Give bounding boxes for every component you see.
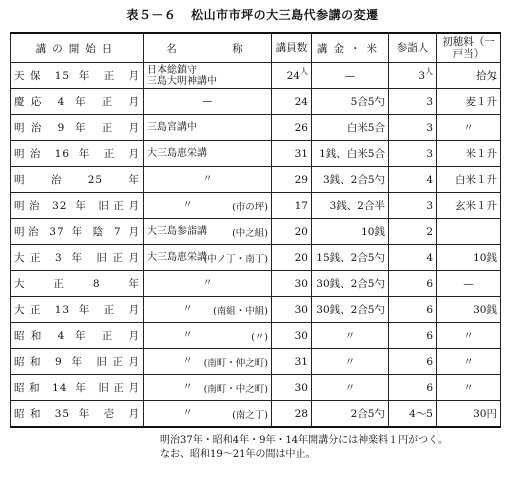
cell-first-fruit: 30円 <box>437 401 501 428</box>
cell-name-text: 大三島恵栄講 <box>147 148 207 159</box>
pilgrims-value: 6 <box>426 303 433 316</box>
cell-name <box>144 297 272 323</box>
pilgrims-value: 3 <box>426 147 433 160</box>
cell-pilgrims <box>389 375 437 401</box>
cell-fee: 15銭、2合5勺 <box>312 245 389 271</box>
cell-members <box>272 245 312 271</box>
cell-name-subgroup: (中之組) <box>232 227 268 239</box>
cell-members <box>272 349 312 375</box>
members-value: 30 <box>294 381 308 394</box>
cell-members <box>272 401 312 428</box>
cell-pilgrims <box>389 323 437 349</box>
cell-members <box>272 297 312 323</box>
members-value: 24 <box>286 69 300 82</box>
members-value: 24 <box>294 95 308 108</box>
col-header-pilgrims: 参詣人 <box>389 33 437 63</box>
cell-pilgrims <box>389 63 437 89</box>
pilgrims-value: 4 <box>426 251 433 264</box>
cell-name <box>144 245 272 271</box>
members-value: 30 <box>294 303 308 316</box>
members-value: 31 <box>294 147 308 160</box>
cell-name-text: 三島宮講中 <box>147 122 197 133</box>
cell-start-date: 昭和 4 年 正 月 <box>11 323 144 349</box>
members-value: 29 <box>294 173 308 186</box>
table-row <box>11 219 501 245</box>
cell-name-text: 〃 <box>182 330 193 341</box>
pilgrims-value: 6 <box>426 277 433 290</box>
table-row <box>11 271 501 297</box>
pilgrims-value: 2 <box>426 225 433 238</box>
cell-name <box>144 141 272 167</box>
cell-name-text: 〃 <box>182 356 193 367</box>
pilgrims-value: 3 <box>418 69 425 82</box>
col-header-members: 講員数 <box>272 33 312 63</box>
cell-pilgrims <box>389 349 437 375</box>
cell-name-text: 大三島参詣講 <box>147 226 207 237</box>
cell-start-date: 明治 32 年 旧正月 <box>11 193 144 219</box>
cell-name-subgroup: (南之丁) <box>232 409 268 421</box>
cell-first-fruit: 〃 <box>437 349 501 375</box>
table-row <box>11 141 501 167</box>
cell-start-date: 昭和 9 年 旧正月 <box>11 349 144 375</box>
col-header-name: 名 称 <box>144 33 272 63</box>
cell-first-fruit: 麦１升 <box>437 89 501 115</box>
pilgrims-value: 6 <box>426 381 433 394</box>
cell-name-subgroup: (南町・中之町) <box>203 383 268 395</box>
cell-fee: 白米5合 <box>312 115 389 141</box>
cell-name-subgroup: (南町・仲之町) <box>203 357 268 369</box>
cell-pilgrims <box>389 245 437 271</box>
note-line: 明治37年・昭和4年・9年・14年開講分には神楽料１円がつく。 <box>160 435 448 446</box>
table-row <box>11 89 501 115</box>
note-line: なお、昭和19～21年の間は中止。 <box>160 449 316 460</box>
cell-fee: 10銭 <box>312 219 389 245</box>
cell-pilgrims <box>389 167 437 193</box>
cell-start-date: 大正 3 年 旧正月 <box>11 245 144 271</box>
table-row <box>11 297 501 323</box>
cell-name-text: 〃 <box>202 278 213 289</box>
table-title-text: 松山市市坪の大三島代参講の変遷 <box>191 8 379 22</box>
table-number: 表５－６ <box>126 8 177 22</box>
cell-name <box>144 219 272 245</box>
cell-name-text: 大三島恵栄講 <box>147 252 207 263</box>
cell-name-text: — <box>202 96 213 107</box>
pilgrims-unit: 人 <box>425 66 433 76</box>
table-row <box>11 349 501 375</box>
cell-fee: 2合5勺 <box>312 401 389 428</box>
cell-start-date: 慶応 4 年 正 月 <box>11 89 144 115</box>
cell-members <box>272 271 312 297</box>
cell-start-date: 明治 37 年 陰 7 月 <box>11 219 144 245</box>
cell-first-fruit: 玄米１升 <box>437 193 501 219</box>
members-value: 30 <box>294 329 308 342</box>
cell-fee: 3銭、2合5勺 <box>312 167 389 193</box>
cell-pilgrims <box>389 271 437 297</box>
table-row <box>11 115 501 141</box>
cell-first-fruit: 〃 <box>437 323 501 349</box>
cell-name-subgroup: (〃) <box>251 331 268 343</box>
cell-members <box>272 219 312 245</box>
col-header-date: 講の開始日 <box>11 33 144 63</box>
pilgrims-value: 6 <box>426 355 433 368</box>
cell-name-subgroup: (中ノ丁・南丁) <box>203 253 268 265</box>
cell-first-fruit: 拾匁 <box>437 63 501 89</box>
pilgrims-value: 3 <box>426 199 433 212</box>
members-value: 17 <box>294 199 308 212</box>
cell-members <box>272 115 312 141</box>
cell-first-fruit: 〃 <box>437 115 501 141</box>
cell-fee: 〃 <box>312 349 389 375</box>
members-value: 20 <box>294 251 308 264</box>
cell-first-fruit: 〃 <box>437 375 501 401</box>
table-notes <box>160 434 448 462</box>
cell-fee: 3銭、2合半 <box>312 193 389 219</box>
cell-pilgrims <box>389 89 437 115</box>
cell-members <box>272 141 312 167</box>
cell-fee: 30銭、2合5勺 <box>312 271 389 297</box>
cell-name <box>144 89 272 115</box>
cell-start-date: 大 正 8 年 <box>11 271 144 297</box>
cell-start-date: 明治 9 年 正 月 <box>11 115 144 141</box>
table-row <box>11 193 501 219</box>
cell-name-text: 〃 <box>182 382 193 393</box>
cell-name <box>144 401 272 428</box>
cell-name-text: 日本総鎮守 三島大明神講中 <box>147 64 217 87</box>
cell-pilgrims <box>389 401 437 428</box>
pilgrims-value: 4～5 <box>409 408 433 420</box>
cell-pilgrims <box>389 297 437 323</box>
cell-fee: 5合5勺 <box>312 89 389 115</box>
cell-first-fruit: 10銭 <box>437 245 501 271</box>
table-row <box>11 375 501 401</box>
members-value: 26 <box>294 121 308 134</box>
cell-fee: 〃 <box>312 375 389 401</box>
cell-members <box>272 375 312 401</box>
cell-fee: — <box>312 63 389 89</box>
cell-name <box>144 323 272 349</box>
cell-start-date: 明治 16 年 正 月 <box>11 141 144 167</box>
cell-pilgrims <box>389 141 437 167</box>
table-title <box>0 6 505 23</box>
cell-name <box>144 63 272 89</box>
cell-start-date: 天保 15 年 正 月 <box>11 63 144 89</box>
cell-name-text: 〃 <box>202 174 213 185</box>
cell-start-date: 大正 13 年 正 月 <box>11 297 144 323</box>
cell-start-date: 明 治 25 年 <box>11 167 144 193</box>
cell-first-fruit: 白米１升 <box>437 167 501 193</box>
members-value: 20 <box>294 225 308 238</box>
table-row <box>11 401 501 428</box>
cell-name-text: 〃 <box>182 200 193 211</box>
col-header-fee: 講金・米 <box>312 33 389 63</box>
pilgrims-value: 6 <box>426 329 433 342</box>
table-row <box>11 167 501 193</box>
cell-fee: 〃 <box>312 323 389 349</box>
cell-members <box>272 89 312 115</box>
members-unit: 人 <box>300 66 308 76</box>
cell-first-fruit: — <box>437 271 501 297</box>
table-row <box>11 323 501 349</box>
cell-name <box>144 193 272 219</box>
table-row <box>11 245 501 271</box>
cell-pilgrims <box>389 193 437 219</box>
cell-first-fruit: 米１升 <box>437 141 501 167</box>
cell-fee: 30銭、2合5勺 <box>312 297 389 323</box>
cell-name-subgroup: (市の坪) <box>232 201 268 213</box>
cell-name-subgroup: (南組・中組) <box>213 305 268 317</box>
cell-name <box>144 349 272 375</box>
cell-first-fruit <box>437 219 501 245</box>
pilgrims-value: 4 <box>426 173 433 186</box>
cell-start-date: 昭和 35 年 壱 月 <box>11 401 144 428</box>
members-value: 30 <box>294 277 308 290</box>
cell-name <box>144 375 272 401</box>
cell-name-text: 〃 <box>182 408 193 419</box>
pilgrims-value: 3 <box>426 121 433 134</box>
cell-members <box>272 167 312 193</box>
cell-members <box>272 63 312 89</box>
cell-name <box>144 115 272 141</box>
cell-fee: 1銭、白米5合 <box>312 141 389 167</box>
cell-pilgrims <box>389 115 437 141</box>
col-header-first-fruit: 初穂料（一戸当） <box>437 33 501 63</box>
cell-pilgrims <box>389 219 437 245</box>
cell-name <box>144 271 272 297</box>
cell-start-date: 昭和 14 年 旧正月 <box>11 375 144 401</box>
cell-first-fruit: 30銭 <box>437 297 501 323</box>
cell-members <box>272 193 312 219</box>
members-value: 28 <box>294 407 308 420</box>
pilgrims-value: 3 <box>426 95 433 108</box>
table-row <box>11 63 501 89</box>
members-value: 31 <box>294 355 308 368</box>
cell-name <box>144 167 272 193</box>
header-row <box>11 33 501 63</box>
cell-name-text: 〃 <box>182 304 193 315</box>
kou-history-table <box>10 32 501 428</box>
cell-members <box>272 323 312 349</box>
